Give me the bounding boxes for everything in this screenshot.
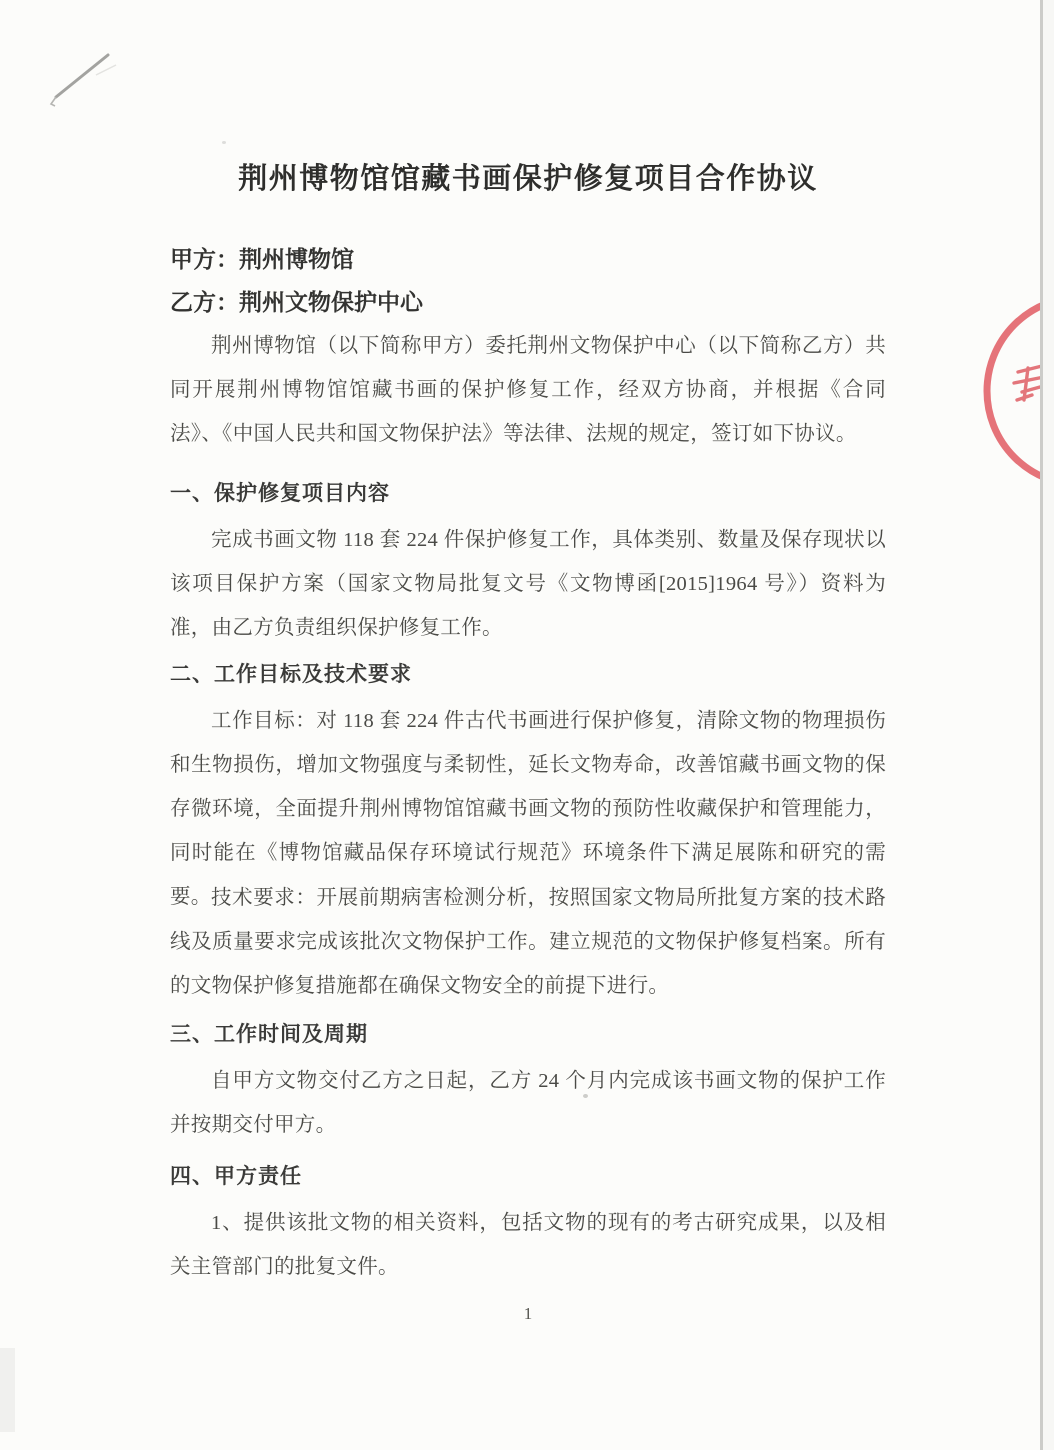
section-1-paragraph: 完成书画文物 118 套 224 件保护修复工作，具体类别、数量及保存现状以该项目保护方案（国家文物局批复文号《文物博函[2015]1964 号》）资料为准，由乙方负责组织保护修复工作。 (170, 529, 886, 639)
parties-block (170, 238, 886, 324)
section-2-paragraph-requirements: 技术要求：开展前期病害检测分析，按照国家文物局所批复方案的技术路线及质量要求完成该批次文物保护工作。建立规范的文物保护修复档案。所有的文物保护修复措施都在确保文物安全的前提下进行。 (170, 887, 886, 997)
section-2-heading: 二、工作目标及技术要求 (170, 663, 412, 686)
section-3-paragraph: 自甲方文物交付乙方之日起，乙方 24 个月内完成该书画文物的保护工作并按期交付甲方。 (170, 1070, 886, 1136)
section-1-heading: 一、保护修复项目内容 (170, 482, 390, 505)
section-2-paragraph-goals: 工作目标：对 118 套 224 件古代书画进行保护修复，清除文物的物理损伤和生物损伤，增加文物强度与柔韧性，延长文物寿命，改善馆藏书画文物的保存微环境，全面提升荆州博物馆馆藏书画文物的预防性收藏保护和管理能力，同时能在《博物馆藏品保存环境试行规范》环境条件下满足展陈和研究的需要。 (170, 710, 886, 908)
page-number: 1 (523, 1304, 533, 1323)
pencil-mark-icon (38, 40, 138, 120)
section-3-heading: 三、工作时间及周期 (170, 1023, 368, 1046)
intro-paragraph: 荆州博物馆（以下简称甲方）委托荆州文物保护中心（以下简称乙方）共同开展荆州博物馆馆藏书画的保护修复工作，经双方协商，并根据《合同法》、《中国人民共和国文物保护法》等法律、法规的规定，签订如下协议。 (170, 335, 886, 445)
page-edge-strip (1043, 0, 1054, 1450)
scan-speck (583, 1094, 588, 1098)
section-4-paragraph: 1、提供该批文物的相关资料，包括文物的现有的考古研究成果，以及相关主管部门的批复文件。 (170, 1212, 886, 1278)
party-a-line: 甲方：荆州博物馆 (170, 246, 354, 272)
scan-shadow-band (0, 1348, 15, 1432)
party-b-line: 乙方：荆州文物保护中心 (170, 289, 423, 315)
section-4-heading: 四、甲方责任 (170, 1165, 302, 1188)
scan-speck (222, 141, 226, 144)
document-title: 荆州博物馆馆藏书画保护修复项目合作协议 (238, 163, 818, 195)
